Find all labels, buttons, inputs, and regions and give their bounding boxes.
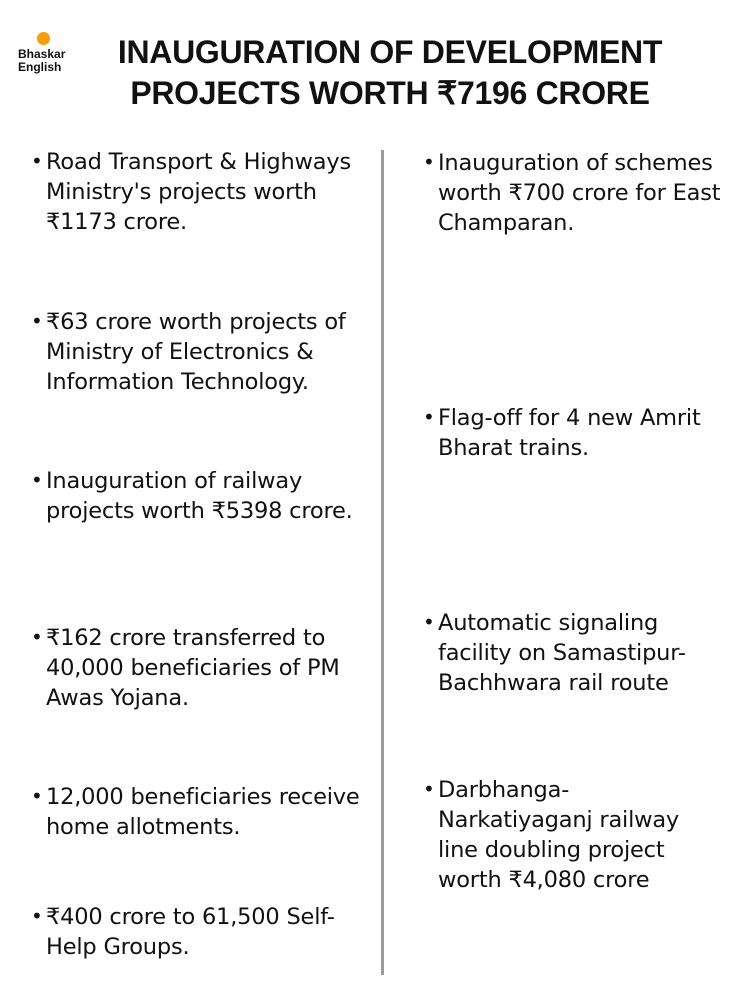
brand-name-line1: Bhaskar [18,47,66,61]
list-item-text: Automatic signaling facility on Samastipur-Bachhwara rail route [438,610,686,696]
list-item-text: Darbhanga-Narkatiyaganj railway line doubling project worth ₹4,080 crore [438,777,680,893]
page-title-line1: INAUGURATION OF DEVELOPMENT [117,34,663,70]
list-item [31,307,376,397]
list-item-text: Road Transport & Highways Ministry's projects worth ₹1173 crore. [46,149,351,235]
list-item [423,775,723,895]
bullet-icon: • [423,777,435,801]
bullet-icon: • [423,150,435,174]
column-divider [381,150,384,975]
bullet-icon: • [423,405,435,429]
brand-name [18,48,65,74]
list-item-text: Inauguration of schemes worth ₹700 crore for East Champaran. [438,150,721,236]
brand-dot-icon [37,32,50,45]
bullet-icon: • [31,149,43,173]
list-item [423,608,723,698]
list-item [423,148,723,238]
brand-name-line2: English [18,60,62,74]
list-item [31,623,376,713]
list-item-text: 12,000 beneficiaries receive home allotments. [46,784,360,840]
list-item [31,902,376,962]
bullet-icon: • [31,309,43,333]
list-item [31,782,376,842]
bullet-icon: • [31,784,43,808]
list-item-text: ₹400 crore to 61,500 Self-Help Groups. [46,904,335,960]
page-title [90,32,690,114]
list-item-text: ₹63 crore worth projects of Ministry of Electronics & Information Technology. [46,309,346,395]
list-item [31,466,376,526]
list-item [423,403,723,463]
list-item-text: ₹162 crore transferred to 40,000 beneficiaries of PM Awas Yojana. [46,625,340,711]
list-item [31,147,376,237]
page-title-line2: PROJECTS WORTH ₹7196 CRORE [130,75,650,111]
bullet-icon: • [423,610,435,634]
bullet-icon: • [31,904,43,928]
list-item-text: Flag-off for 4 new Amrit Bharat trains. [438,405,701,461]
bullet-icon: • [31,468,43,492]
bullet-icon: • [31,625,43,649]
list-item-text: Inauguration of railway projects worth ₹5398 crore. [46,468,353,524]
